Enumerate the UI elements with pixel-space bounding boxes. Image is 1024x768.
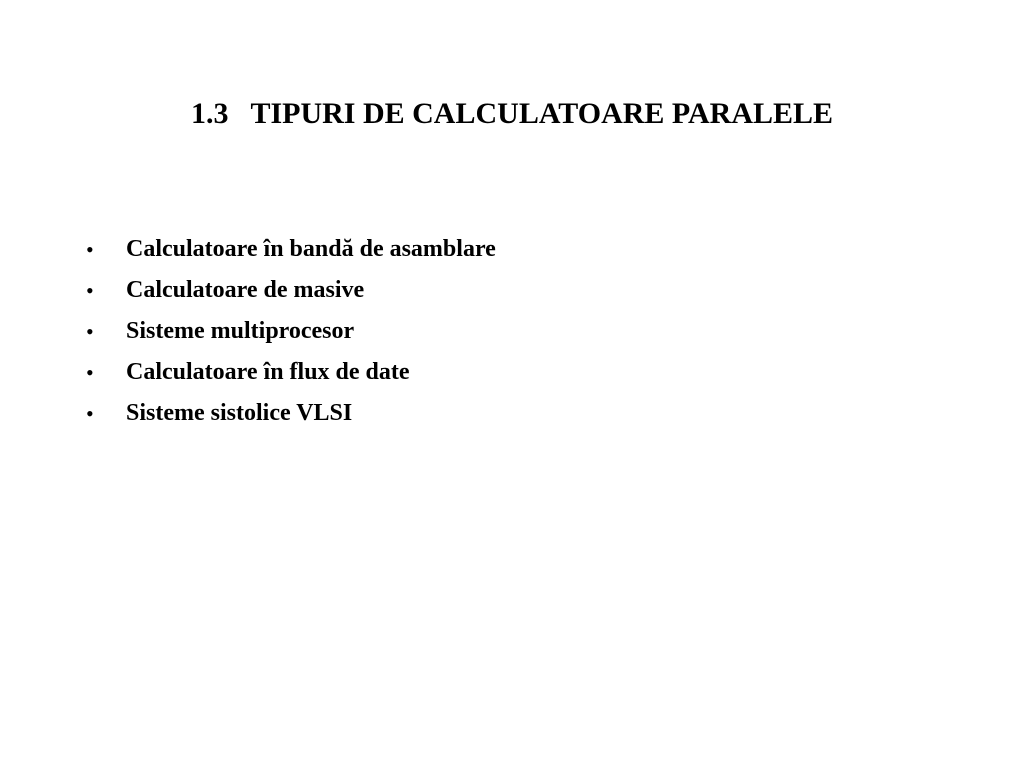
list-item-text: Calculatoare de masive [126, 277, 365, 303]
bullet-icon: • [86, 319, 94, 344]
title-text: TIPURI DE CALCULATOARE PARALELE [250, 97, 834, 130]
bullet-icon: • [86, 401, 94, 426]
list-item [86, 352, 496, 393]
bullet-icon: • [86, 360, 94, 385]
list-item [86, 229, 496, 270]
list-item [86, 393, 496, 434]
list-item [86, 270, 496, 311]
bullet-list [86, 229, 496, 434]
list-item-text: Sisteme sistolice VLSI [126, 400, 353, 426]
list-item [86, 311, 496, 352]
bullet-icon: • [86, 278, 94, 303]
list-item-text: Calculatoare în bandă de asamblare [126, 236, 496, 262]
slide-title [0, 96, 1024, 132]
list-item-text: Sisteme multiprocesor [126, 318, 355, 344]
title-section-number: 1.3 [190, 97, 229, 130]
bullet-icon: • [86, 237, 94, 262]
list-item-text: Calculatoare în flux de date [126, 359, 410, 385]
